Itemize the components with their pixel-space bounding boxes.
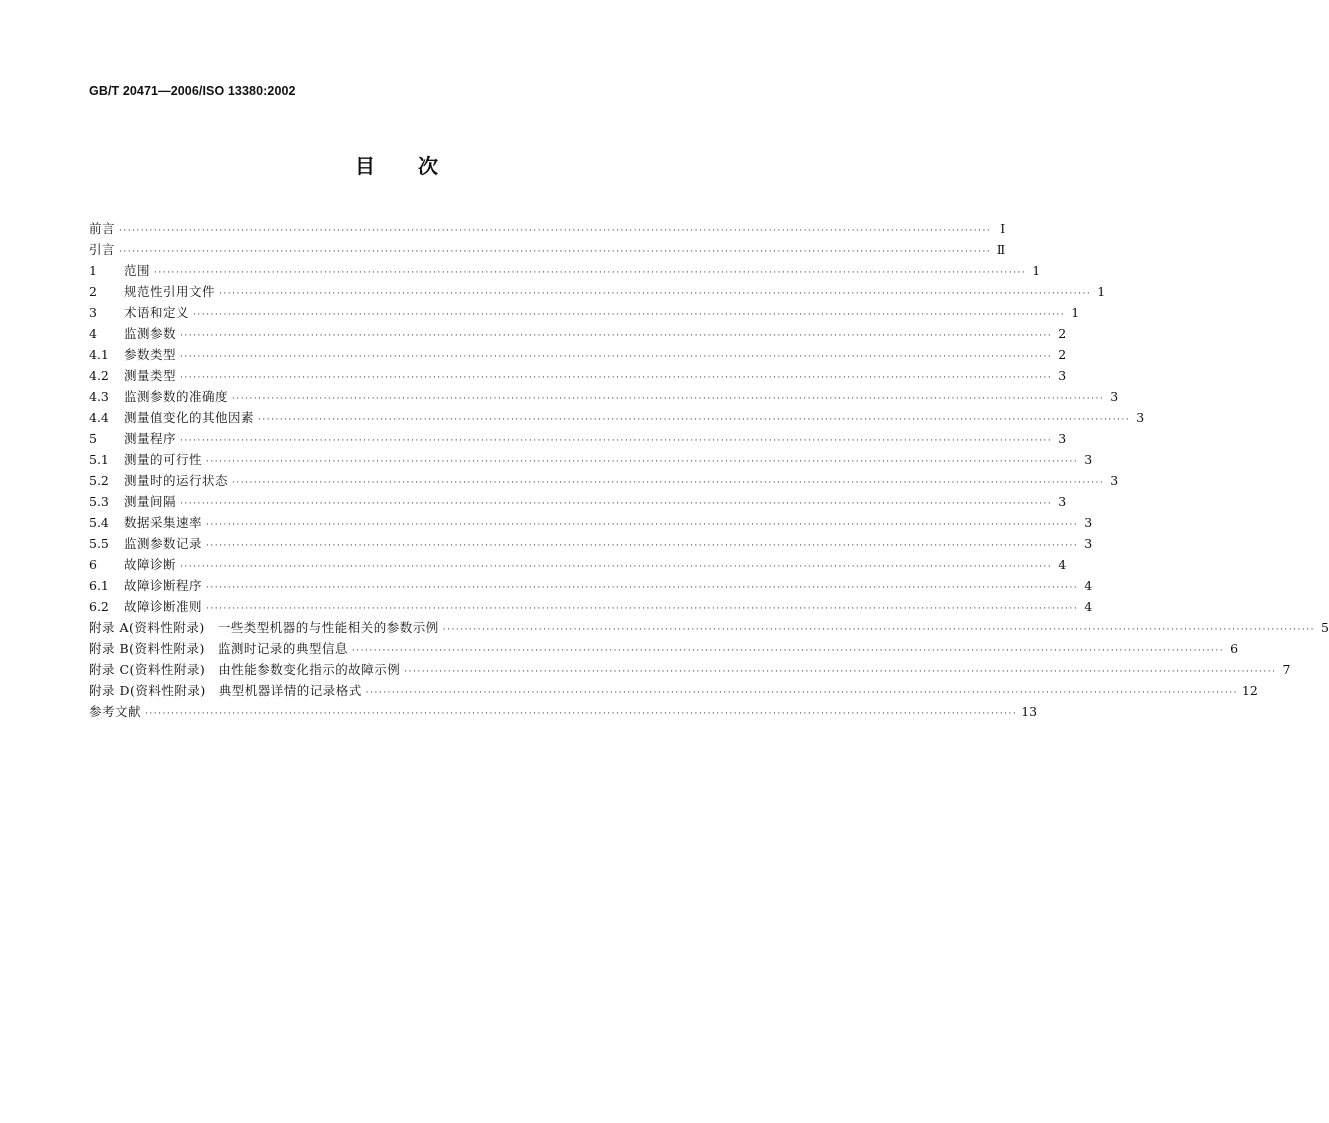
toc-entry-page: 1	[1032, 263, 1041, 278]
toc-leader-dots: ········································································································································································································	[180, 331, 1053, 341]
toc-leader-dots: ········································································································································································································	[206, 604, 1079, 614]
toc-entry-page: 3	[1110, 389, 1119, 404]
toc-entry-label: 附录 C(资料性附录) 由性能参数变化指示的故障示例	[89, 662, 401, 677]
toc-entry-label: 测量间隔	[124, 494, 177, 509]
toc-entry-label: 故障诊断程序	[124, 578, 203, 593]
toc-entry-page: 3	[1058, 431, 1067, 446]
toc-entry-label: 监测参数记录	[124, 536, 203, 551]
toc-entry[interactable]	[89, 218, 1006, 239]
toc-entry[interactable]	[89, 407, 1145, 428]
toc-entry-number: 5.5	[89, 536, 109, 551]
toc-entry-page: 3	[1058, 494, 1067, 509]
toc-entry-page: 4	[1058, 557, 1067, 572]
toc-entry-page: Ⅱ	[996, 242, 1006, 257]
toc-entry[interactable]	[89, 239, 1006, 260]
toc-leader-dots: ········································································································································································································	[206, 541, 1079, 551]
toc-entry-label: 测量值变化的其他因素	[124, 410, 255, 425]
toc-entry[interactable]	[89, 638, 1239, 659]
toc-entry-number: 2	[89, 284, 97, 299]
toc-entry-number: 1	[89, 263, 97, 278]
page-title: 目 次	[355, 154, 439, 178]
toc-entry-number: 6.1	[89, 578, 109, 593]
toc-entry-page: 1	[1071, 305, 1080, 320]
toc-entry[interactable]	[89, 302, 1080, 323]
toc-entry-label: 测量时的运行状态	[124, 473, 229, 488]
toc-leader-dots: ········································································································································································································	[154, 268, 1027, 278]
toc-leader-dots: ········································································································································································································	[180, 499, 1053, 509]
toc-leader-dots: ········································································································································································································	[180, 352, 1053, 362]
toc-entry[interactable]	[89, 365, 1067, 386]
toc-leader-dots: ········································································································································································································	[119, 226, 992, 236]
toc-entry-label: 测量类型	[124, 368, 177, 383]
toc-leader-dots: ········································································································································································································	[180, 373, 1053, 383]
toc-entry-page: 3	[1110, 473, 1119, 488]
toc-entry-label: 故障诊断	[124, 557, 177, 572]
toc-entry[interactable]	[89, 533, 1093, 554]
toc-leader-dots: ········································································································································································································	[119, 247, 992, 257]
toc-entry-page: 13	[1021, 704, 1038, 719]
toc-entry-label: 参考文献	[89, 704, 142, 719]
toc-leader-dots: ········································································································································································································	[180, 562, 1053, 572]
toc-entry-number: 4	[89, 326, 97, 341]
table-of-contents	[89, 218, 1329, 722]
toc-leader-dots: ········································································································································································································	[442, 625, 1315, 635]
toc-entry-page: 3	[1084, 515, 1093, 530]
toc-entry-page: 2	[1058, 347, 1067, 362]
toc-entry-number: 5	[89, 431, 97, 446]
toc-entry-number: 5.1	[89, 452, 109, 467]
toc-leader-dots: ········································································································································································································	[206, 583, 1079, 593]
toc-leader-dots: ········································································································································································································	[206, 520, 1079, 530]
toc-entry[interactable]	[89, 596, 1093, 617]
toc-entry-number: 4.4	[89, 410, 109, 425]
toc-entry[interactable]	[89, 281, 1106, 302]
toc-entry[interactable]	[89, 323, 1067, 344]
toc-entry[interactable]	[89, 554, 1067, 575]
toc-entry-label: 附录 A(资料性附录) 一些类型机器的与性能相关的参数示例	[89, 620, 439, 635]
toc-entry-label: 参数类型	[124, 347, 177, 362]
toc-entry-label: 附录 B(资料性附录) 监测时记录的典型信息	[89, 641, 348, 656]
toc-leader-dots: ········································································································································································································	[365, 688, 1238, 698]
toc-entry-page: Ⅰ	[1000, 221, 1006, 236]
toc-leader-dots: ········································································································································································································	[145, 709, 1018, 719]
toc-entry-number: 4.1	[89, 347, 109, 362]
toc-entry[interactable]	[89, 470, 1119, 491]
toc-leader-dots: ········································································································································································································	[404, 667, 1277, 677]
toc-leader-dots: ········································································································································································································	[180, 436, 1053, 446]
toc-entry-page: 7	[1282, 662, 1291, 677]
toc-entry-label: 范围	[124, 263, 151, 278]
toc-entry-label: 数据采集速率	[124, 515, 203, 530]
toc-entry-label: 故障诊断准则	[124, 599, 203, 614]
standard-code: GB/T 20471—2006/ISO 13380:2002	[89, 84, 296, 98]
toc-entry[interactable]	[89, 449, 1093, 470]
toc-leader-dots: ········································································································································································································	[258, 415, 1131, 425]
toc-entry-page: 5	[1320, 620, 1329, 635]
toc-entry-label: 附录 D(资料性附录) 典型机器详情的记录格式	[89, 683, 362, 698]
toc-leader-dots: ········································································································································································································	[351, 646, 1225, 656]
toc-entry[interactable]	[89, 512, 1093, 533]
toc-entry-label: 监测参数	[124, 326, 177, 341]
toc-entry-number: 5.4	[89, 515, 109, 530]
toc-entry-number: 5.2	[89, 473, 109, 488]
toc-entry-label: 规范性引用文件	[124, 284, 216, 299]
toc-entry-page: 3	[1058, 368, 1067, 383]
toc-entry-label: 前言	[89, 221, 116, 236]
toc-entry[interactable]	[89, 659, 1291, 680]
toc-leader-dots: ········································································································································································································	[193, 310, 1066, 320]
toc-leader-dots: ········································································································································································································	[206, 457, 1079, 467]
toc-entry-number: 5.3	[89, 494, 109, 509]
toc-entry[interactable]	[89, 386, 1119, 407]
toc-entry-number: 4.2	[89, 368, 109, 383]
toc-entry-page: 3	[1084, 452, 1093, 467]
toc-entry-label: 引言	[89, 242, 116, 257]
toc-entry-page: 4	[1084, 599, 1093, 614]
toc-entry-page: 4	[1084, 578, 1093, 593]
toc-entry[interactable]	[89, 428, 1067, 449]
toc-entry-page: 6	[1230, 641, 1239, 656]
toc-entry-number: 3	[89, 305, 97, 320]
toc-entry[interactable]	[89, 491, 1067, 512]
toc-entry-label: 测量的可行性	[124, 452, 203, 467]
toc-entry-page: 2	[1058, 326, 1067, 341]
toc-entry-number: 4.3	[89, 389, 109, 404]
toc-entry-page: 3	[1136, 410, 1145, 425]
toc-entry-page: 1	[1097, 284, 1106, 299]
toc-entry[interactable]	[89, 575, 1093, 596]
toc-entry-number: 6.2	[89, 599, 109, 614]
toc-entry[interactable]	[89, 260, 1041, 281]
toc-entry[interactable]	[89, 701, 1038, 722]
toc-entry[interactable]	[89, 344, 1067, 365]
toc-entry-number: 6	[89, 557, 97, 572]
toc-entry-page: 3	[1084, 536, 1093, 551]
toc-entry-label: 测量程序	[124, 431, 177, 446]
toc-entry[interactable]	[89, 617, 1329, 638]
toc-entry[interactable]	[89, 680, 1258, 701]
toc-entry-label: 监测参数的准确度	[124, 389, 229, 404]
toc-leader-dots: ········································································································································································································	[232, 478, 1105, 488]
toc-entry-label: 术语和定义	[124, 305, 190, 320]
toc-leader-dots: ········································································································································································································	[219, 289, 1092, 299]
toc-entry-page: 12	[1241, 683, 1258, 698]
toc-leader-dots: ········································································································································································································	[232, 394, 1105, 404]
